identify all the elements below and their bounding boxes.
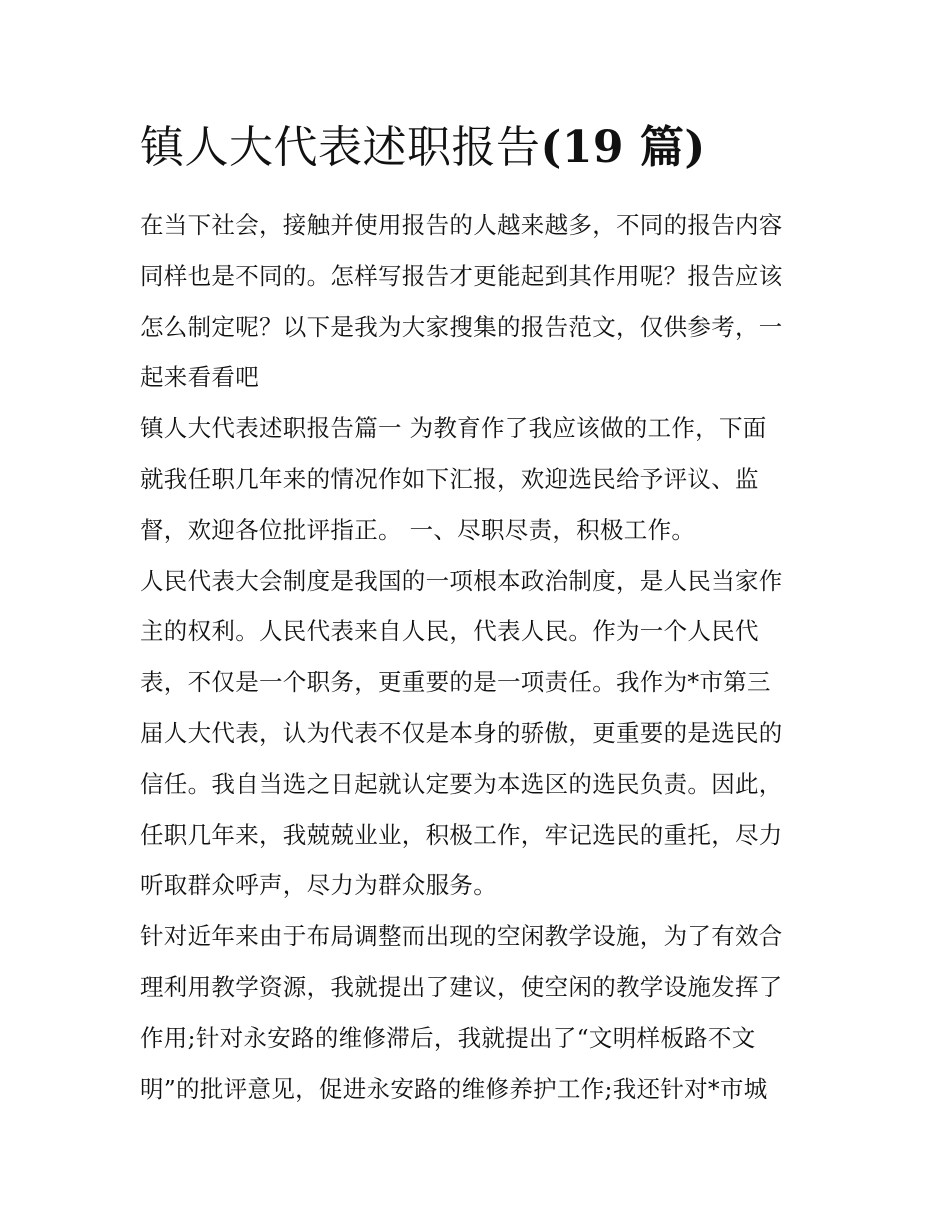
text-line: 督，欢迎各位批评指正。 一、尽职尽责，积极工作。 — [140, 515, 696, 544]
text-line: 针对近年来由于布局调整而出现的空闲教学设施，为了有效合 — [140, 922, 783, 951]
text-line: 就我任职几年来的情况作如下汇报，欢迎选民给予评议、监 — [140, 464, 759, 493]
document-page — [140, 112, 812, 1114]
text-line: 表，不仅是一个职务，更重要的是一项责任。我作为*市第三 — [140, 668, 771, 697]
text-line: 信任。我自当选之日起就认定要为本选区的选民负责。因此， — [140, 769, 783, 798]
text-line: 怎么制定呢？以下是我为大家搜集的报告范文，仅供参考，一 — [140, 312, 783, 341]
document-title — [140, 112, 812, 184]
text-line: 明”的批评意见，促进永安路的维修养护工作;我还针对*市城 — [140, 1074, 768, 1103]
text-line: 理利用教学资源，我就提出了建议，使空闲的教学设施发挥了 — [140, 972, 783, 1001]
text-line: 在当下社会，接触并使用报告的人越来越多，不同的报告内容 — [140, 211, 783, 239]
text-line: 任职几年来，我兢兢业业，积极工作，牢记选民的重托，尽力 — [140, 820, 783, 849]
title-main-text: 镇人大代表述职报告 — [140, 122, 541, 173]
text-line: 主的权利。人民代表来自人民，代表人民。作为一个人民代 — [140, 617, 759, 646]
text-line: 届人大代表，认为代表不仅是本身的骄傲，更重要的是选民的 — [140, 718, 783, 747]
text-line: 人民代表大会制度是我国的一项根本政治制度，是人民当家作 — [140, 566, 783, 595]
title-count-text: (19 篇) — [540, 122, 706, 173]
text-line: 同样也是不同的。怎样写报告才更能起到其作用呢？报告应该 — [140, 261, 783, 290]
document-body — [140, 200, 812, 1114]
text-line: 起来看看吧 — [140, 363, 259, 392]
text-line: 作用;针对永安路的维修滞后，我就提出了“文明样板路不文 — [140, 1023, 756, 1052]
text-line: 镇人大代表述职报告篇一 为教育作了我应该做的工作，下面 — [140, 414, 767, 443]
text-line: 听取群众呼声，尽力为群众服务。 — [140, 871, 497, 900]
